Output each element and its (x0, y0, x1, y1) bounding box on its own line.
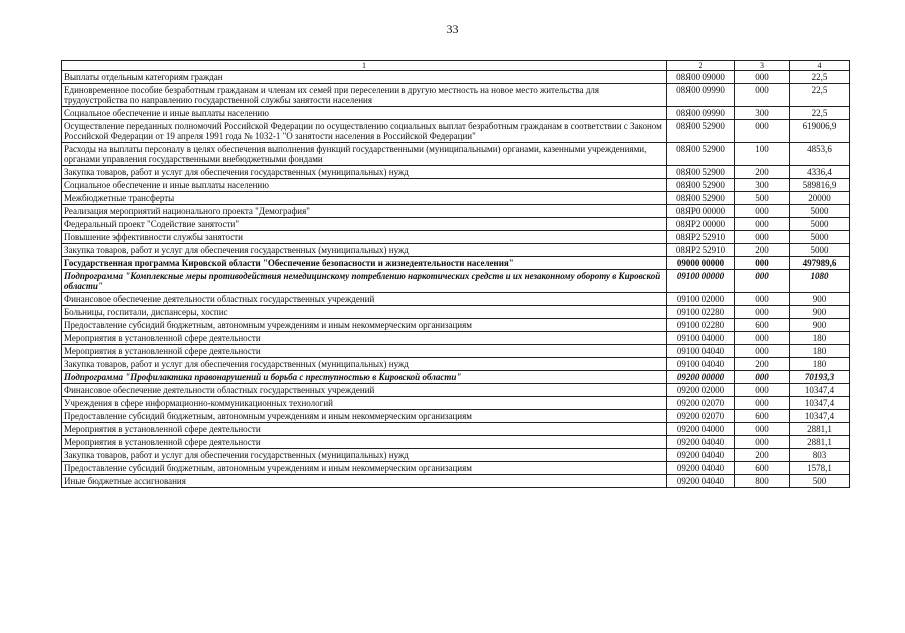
row-code-cell: 08Я00 52900 (667, 166, 735, 179)
row-amount-cell: 22,5 (790, 84, 850, 107)
row-code-cell: 09100 04000 (667, 332, 735, 345)
row-type-cell: 100 (735, 143, 790, 166)
row-name-cell: Мероприятия в установленной сфере деятельности (62, 423, 667, 436)
row-name-cell: Повышение эффективности службы занятости (62, 231, 667, 244)
table-row (62, 436, 850, 449)
row-type-cell: 200 (735, 449, 790, 462)
row-code-cell: 09200 04040 (667, 475, 735, 488)
row-code-cell: 09200 02070 (667, 410, 735, 423)
row-name-cell: Социальное обеспечение и иные выплаты населению (62, 179, 667, 192)
table-row (62, 84, 850, 107)
table-row (62, 270, 850, 293)
row-code-cell: 08Я00 09990 (667, 84, 735, 107)
row-code-cell: 09000 00000 (667, 257, 735, 270)
header-col-type: 3 (735, 61, 790, 71)
row-name-cell: Закупка товаров, работ и услуг для обеспечения государственных (муниципальных) нужд (62, 449, 667, 462)
row-name-cell: Закупка товаров, работ и услуг для обеспечения государственных (муниципальных) нужд (62, 244, 667, 257)
row-type-cell: 000 (735, 205, 790, 218)
table-row (62, 306, 850, 319)
row-amount-cell: 180 (790, 345, 850, 358)
row-type-cell: 800 (735, 475, 790, 488)
table-row (62, 205, 850, 218)
row-amount-cell: 5000 (790, 244, 850, 257)
row-code-cell: 09100 02000 (667, 293, 735, 306)
row-code-cell: 09200 04040 (667, 436, 735, 449)
row-name-cell: Предоставление субсидий бюджетным, автономным учреждениям и иным некоммерческим организациям (62, 319, 667, 332)
row-code-cell: 08Я00 52900 (667, 143, 735, 166)
row-amount-cell: 180 (790, 358, 850, 371)
row-code-cell: 09100 02280 (667, 319, 735, 332)
row-type-cell: 000 (735, 345, 790, 358)
row-amount-cell: 22,5 (790, 71, 850, 84)
row-name-cell: Закупка товаров, работ и услуг для обеспечения государственных (муниципальных) нужд (62, 166, 667, 179)
header-col-name: 1 (62, 61, 667, 71)
table-row (62, 358, 850, 371)
table-row (62, 462, 850, 475)
table-row (62, 332, 850, 345)
table-row (62, 410, 850, 423)
row-amount-cell: 70193,3 (790, 371, 850, 384)
row-amount-cell: 2881,1 (790, 436, 850, 449)
row-name-cell: Федеральный проект "Содействие занятости" (62, 218, 667, 231)
table-row (62, 423, 850, 436)
row-code-cell: 09200 04040 (667, 462, 735, 475)
row-type-cell: 200 (735, 244, 790, 257)
row-type-cell: 000 (735, 293, 790, 306)
table-row (62, 345, 850, 358)
header-col-amount: 4 (790, 61, 850, 71)
row-type-cell: 000 (735, 397, 790, 410)
row-name-cell: Реализация мероприятий национального проекта "Демография" (62, 205, 667, 218)
row-type-cell: 300 (735, 107, 790, 120)
row-type-cell: 000 (735, 332, 790, 345)
table-row (62, 120, 850, 143)
row-code-cell: 08ЯР2 52910 (667, 244, 735, 257)
row-type-cell: 000 (735, 436, 790, 449)
row-type-cell: 000 (735, 84, 790, 107)
row-name-cell: Единовременное пособие безработным гражданам и членам их семей при переселении в другую местность на новое место жительства для трудоустройства по направлению государственной службы занятости населения (62, 84, 667, 107)
table-row (62, 107, 850, 120)
table-row (62, 384, 850, 397)
row-name-cell: Финансовое обеспечение деятельности областных государственных учреждений (62, 293, 667, 306)
table-row (62, 371, 850, 384)
row-code-cell: 09200 02070 (667, 397, 735, 410)
table-row (62, 231, 850, 244)
row-type-cell: 000 (735, 423, 790, 436)
row-amount-cell: 2881,1 (790, 423, 850, 436)
row-name-cell: Государственная программа Кировской области "Обеспечение безопасности и жизнедеятельности населения" (62, 257, 667, 270)
row-code-cell: 08ЯР0 00000 (667, 205, 735, 218)
row-name-cell: Иные бюджетные ассигнования (62, 475, 667, 488)
row-type-cell: 200 (735, 166, 790, 179)
table-row (62, 218, 850, 231)
table-row (62, 179, 850, 192)
row-amount-cell: 5000 (790, 205, 850, 218)
row-amount-cell: 589816,9 (790, 179, 850, 192)
row-amount-cell: 900 (790, 306, 850, 319)
row-type-cell: 000 (735, 384, 790, 397)
row-name-cell: Межбюджетные трансферты (62, 192, 667, 205)
row-amount-cell: 22,5 (790, 107, 850, 120)
table-row (62, 244, 850, 257)
table-body (62, 71, 850, 488)
table-row (62, 397, 850, 410)
row-amount-cell: 10347,4 (790, 384, 850, 397)
row-code-cell: 08Я00 09000 (667, 71, 735, 84)
row-code-cell: 08ЯР2 00000 (667, 218, 735, 231)
row-type-cell: 000 (735, 306, 790, 319)
row-type-cell: 000 (735, 218, 790, 231)
row-amount-cell: 10347,4 (790, 397, 850, 410)
table-row (62, 475, 850, 488)
row-code-cell: 08Я00 52900 (667, 192, 735, 205)
row-type-cell: 000 (735, 257, 790, 270)
row-name-cell: Мероприятия в установленной сфере деятельности (62, 332, 667, 345)
row-name-cell: Выплаты отдельным категориям граждан (62, 71, 667, 84)
row-name-cell: Подпрограмма "Профилактика правонарушений и борьба с преступностью в Кировской области" (62, 371, 667, 384)
row-name-cell: Закупка товаров, работ и услуг для обеспечения государственных (муниципальных) нужд (62, 358, 667, 371)
row-type-cell: 600 (735, 410, 790, 423)
row-name-cell: Предоставление субсидий бюджетным, автономным учреждениям и иным некоммерческим организациям (62, 462, 667, 475)
row-name-cell: Социальное обеспечение и иные выплаты населению (62, 107, 667, 120)
row-code-cell: 09200 04040 (667, 449, 735, 462)
row-code-cell: 09200 04000 (667, 423, 735, 436)
row-type-cell: 600 (735, 319, 790, 332)
row-type-cell: 200 (735, 358, 790, 371)
row-amount-cell: 900 (790, 293, 850, 306)
row-type-cell: 300 (735, 179, 790, 192)
row-type-cell: 000 (735, 231, 790, 244)
table-row (62, 319, 850, 332)
row-code-cell: 08Я00 09990 (667, 107, 735, 120)
table-row (62, 192, 850, 205)
row-amount-cell: 900 (790, 319, 850, 332)
row-code-cell: 09100 04040 (667, 345, 735, 358)
row-code-cell: 09100 02280 (667, 306, 735, 319)
row-type-cell: 600 (735, 462, 790, 475)
row-amount-cell: 5000 (790, 218, 850, 231)
row-code-cell: 08Я00 52900 (667, 120, 735, 143)
row-code-cell: 08ЯР2 52910 (667, 231, 735, 244)
budget-table (61, 60, 850, 488)
row-amount-cell: 1578,1 (790, 462, 850, 475)
row-code-cell: 09200 02000 (667, 384, 735, 397)
row-name-cell: Расходы на выплаты персоналу в целях обеспечения выполнения функций государственными (муниципальными) органами, казенными учреждениями, органами управления государственными внебюджетными фондами (62, 143, 667, 166)
row-type-cell: 000 (735, 71, 790, 84)
row-code-cell: 09200 00000 (667, 371, 735, 384)
row-amount-cell: 619006,9 (790, 120, 850, 143)
row-amount-cell: 4853,6 (790, 143, 850, 166)
row-name-cell: Мероприятия в установленной сфере деятельности (62, 436, 667, 449)
row-name-cell: Предоставление субсидий бюджетным, автономным учреждениям и иным некоммерческим организациям (62, 410, 667, 423)
row-amount-cell: 10347,4 (790, 410, 850, 423)
row-name-cell: Мероприятия в установленной сфере деятельности (62, 345, 667, 358)
row-type-cell: 000 (735, 120, 790, 143)
table-row (62, 166, 850, 179)
table-header-row (62, 61, 850, 71)
row-amount-cell: 803 (790, 449, 850, 462)
row-name-cell: Подпрограмма "Комплексные меры противодействия немедицинскому потреблению наркотических средств и их незаконному обороту в Кировской области" (62, 270, 667, 293)
table-row (62, 257, 850, 270)
row-code-cell: 09100 00000 (667, 270, 735, 293)
page-number: 33 (446, 22, 459, 36)
row-amount-cell: 20000 (790, 192, 850, 205)
table-row (62, 449, 850, 462)
row-amount-cell: 180 (790, 332, 850, 345)
row-amount-cell: 5000 (790, 231, 850, 244)
row-amount-cell: 4336,4 (790, 166, 850, 179)
row-type-cell: 500 (735, 192, 790, 205)
header-col-code: 2 (667, 61, 735, 71)
row-name-cell: Осуществление переданных полномочий Российской Федерации по осуществлению социальных выплат безработным гражданам в соответствии с Законом Российской Федерации от 19 апреля 1991 года № 1032-1 "О занятости населения в Российской Федерации" (62, 120, 667, 143)
row-name-cell: Финансовое обеспечение деятельности областных государственных учреждений (62, 384, 667, 397)
row-code-cell: 08Я00 52900 (667, 179, 735, 192)
row-type-cell: 000 (735, 270, 790, 293)
row-code-cell: 09100 04040 (667, 358, 735, 371)
table-row (62, 143, 850, 166)
table-row (62, 293, 850, 306)
table-row (62, 71, 850, 84)
row-name-cell: Больницы, госпитали, диспансеры, хоспис (62, 306, 667, 319)
row-amount-cell: 497989,6 (790, 257, 850, 270)
row-type-cell: 000 (735, 371, 790, 384)
row-amount-cell: 1080 (790, 270, 850, 293)
row-amount-cell: 500 (790, 475, 850, 488)
row-name-cell: Учреждения в сфере информационно-коммуникационных технологий (62, 397, 667, 410)
